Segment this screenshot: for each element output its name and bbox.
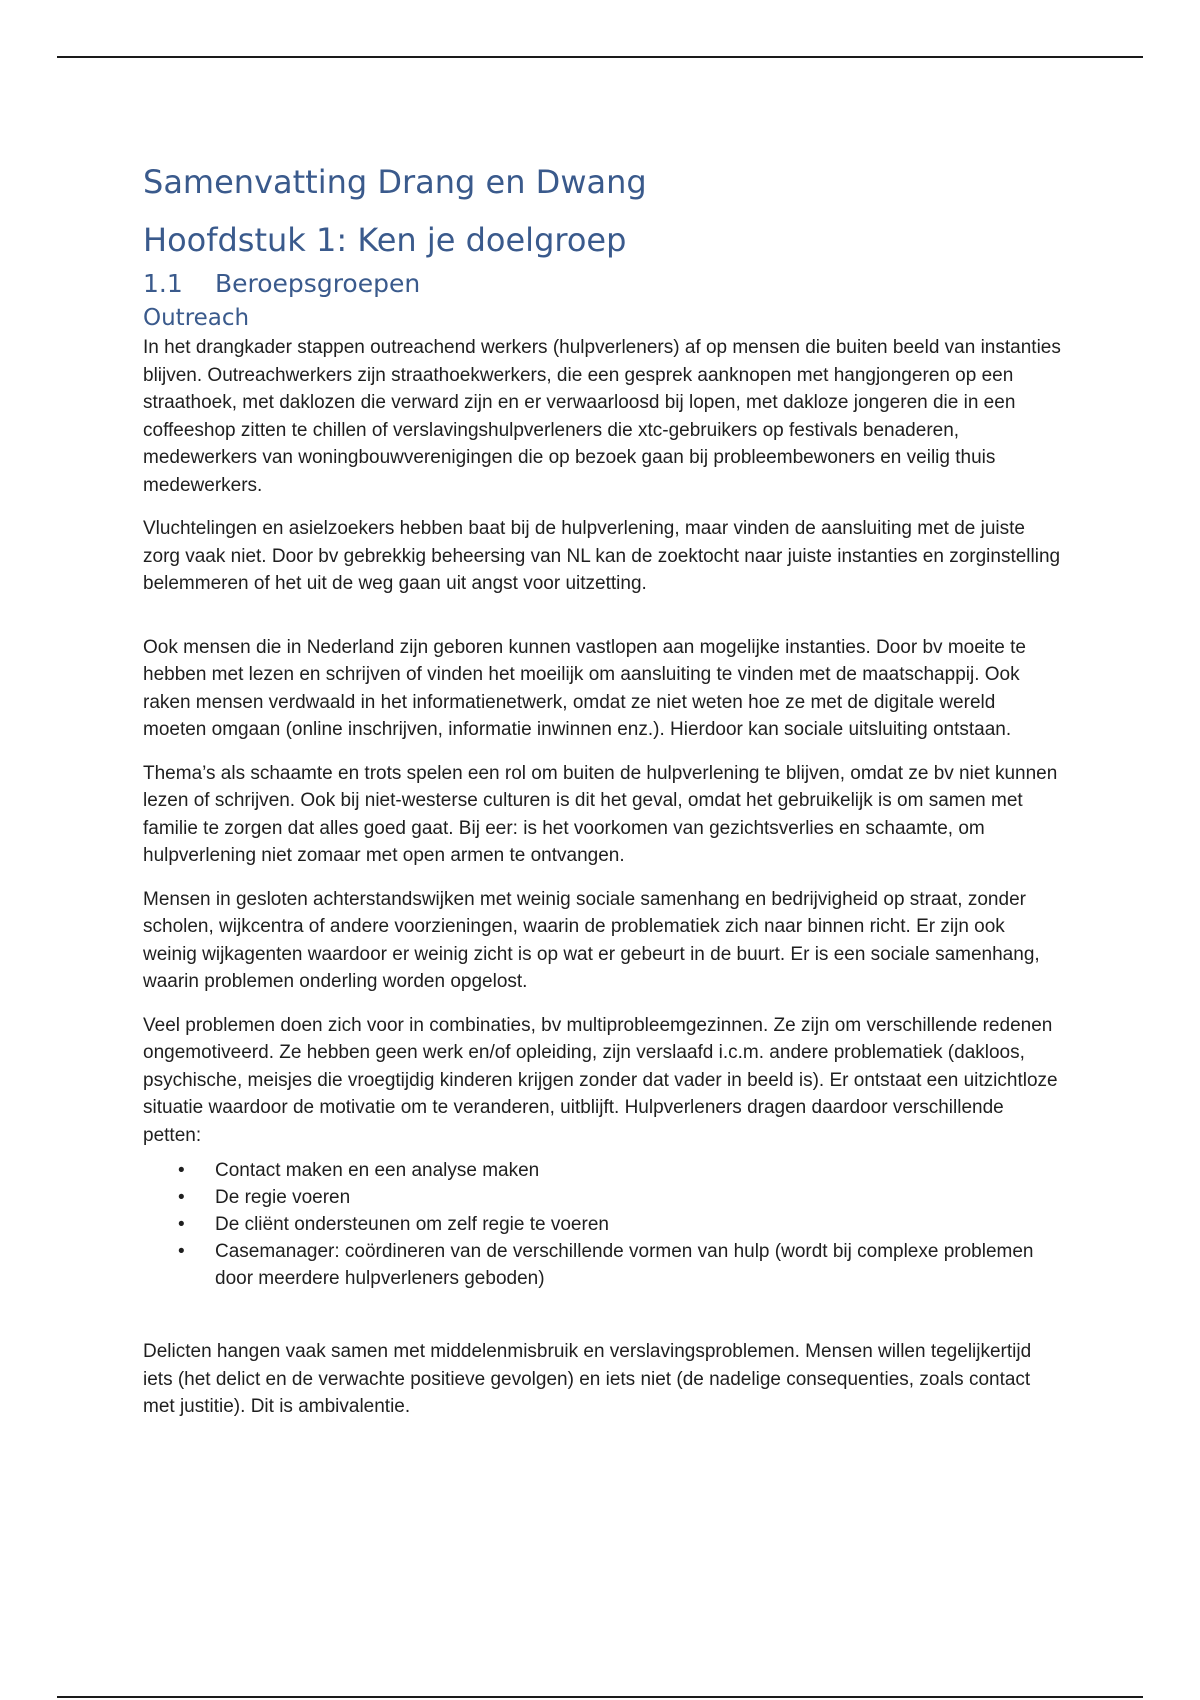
section-heading: [143, 266, 1063, 302]
list-item: • De cliënt ondersteunen om zelf regie te voeren: [215, 1211, 1063, 1238]
paragraph: Ook mensen die in Nederland zijn geboren kunnen vastlopen aan mogelijke instanties. Door bv moeite te hebben met lezen en schrijven of vinden het moeilijk om aansluiting te vinden met de maatschappij. Ook raken mensen verdwaald in het informatienetwerk, omdat ze niet weten hoe ze met de digitale wereld moeten omgaan (online inschrijven, informatie inwinnen enz.). Hierdoor kan sociale uitsluiting ontstaan.: [143, 636, 1026, 740]
paragraph: In het drangkader stappen outreachend werkers (hulpverleners) af op mensen die buiten beeld van instanties blijven. Outreachwerkers zijn straathoekwerkers, die een gesprek aanknopen met hangjongeren op een straathoek, met daklozen die verward zijn en er verwaarloosd bij lopen, met dakloze jongeren die in een coffeeshop zitten te chillen of verslavingshulpverleners die xtc-gebruikers op festivals benaderen, medewerkers van woningbouwverenigingen die op bezoek gaan bij probleembewoners en veilig thuis medewerkers.: [143, 337, 1061, 496]
chapter-heading: Hoofdstuk 1: Ken je doelgroep: [143, 221, 627, 259]
section-title: Beroepsgroepen: [215, 269, 421, 298]
subsection-heading: Outreach: [143, 305, 250, 331]
header-rule: [57, 56, 1143, 58]
paragraph: Vluchtelingen en asielzoekers hebben baat bij de hulpverlening, maar vinden de aansluiting met de juiste zorg vaak niet. Door bv gebrekkig beheersing van NL kan de zoektocht naar juiste instanties en zorginstelling belemmeren of het uit de weg gaan uit angst voor uitzetting.: [143, 518, 1061, 594]
paragraph: Thema’s als schaamte en trots spelen een rol om buiten de hulpverlening te blijven, omdat ze bv niet kunnen lezen of schrijven. Ook bij niet-westerse culturen is dit het geval, omdat het gebruikelijk is om samen met familie te zorgen dat alles goed gaat. Bij eer: is het voorkomen van gezichtsverlies en schaamte, om hulpverlening niet zomaar met open armen te ontvangen.: [143, 762, 1058, 866]
list-item: • De regie voeren: [215, 1184, 1063, 1211]
paragraph: Veel problemen doen zich voor in combinaties, bv multiprobleemgezinnen. Ze zijn om verschillende redenen ongemotiveerd. Ze hebben geen werk en/of opleiding, zijn verslaafd i.c.m. andere problematiek (dakloos, psychische, meisjes die vroegtijdig kinderen krijgen zonder dat vader in beeld is). Er ontstaat een uitzichtloze situatie waardoor de motivatie om te veranderen, uitblijft. Hulpverleners dragen daardoor verschillende petten:: [143, 1014, 1058, 1146]
document-body: [143, 160, 1063, 1437]
list-item: • Contact maken en een analyse maken: [215, 1157, 1063, 1184]
section-number: 1.1: [143, 269, 183, 298]
bullet-list: [143, 1157, 1063, 1292]
footer-rule: [57, 1696, 1143, 1698]
paragraph: Mensen in gesloten achterstandswijken met weinig sociale samenhang en bedrijvigheid op straat, zonder scholen, wijkcentra of andere voorzieningen, waarin de problematiek zich naar binnen richt. Er zijn ook weinig wijkagenten waardoor er weinig zicht is op wat er gebeurt in de buurt. Er is een sociale samenhang, waarin problemen onderling worden opgelost.: [143, 888, 1040, 992]
list-item: • Casemanager: coördineren van de verschillende vormen van hulp (wordt bij complexe problemen door meerdere hulpverleners geboden): [215, 1238, 1063, 1292]
document-title: Samenvatting Drang en Dwang: [143, 163, 647, 201]
closing-paragraph: Delicten hangen vaak samen met middelenmisbruik en verslavingsproblemen. Mensen willen tegelijkertijd iets (het delict en de verwachte positieve gevolgen) en iets niet (de nadelige consequenties, zoals contact met justitie). Dit is ambivalentie.: [143, 1341, 1032, 1417]
